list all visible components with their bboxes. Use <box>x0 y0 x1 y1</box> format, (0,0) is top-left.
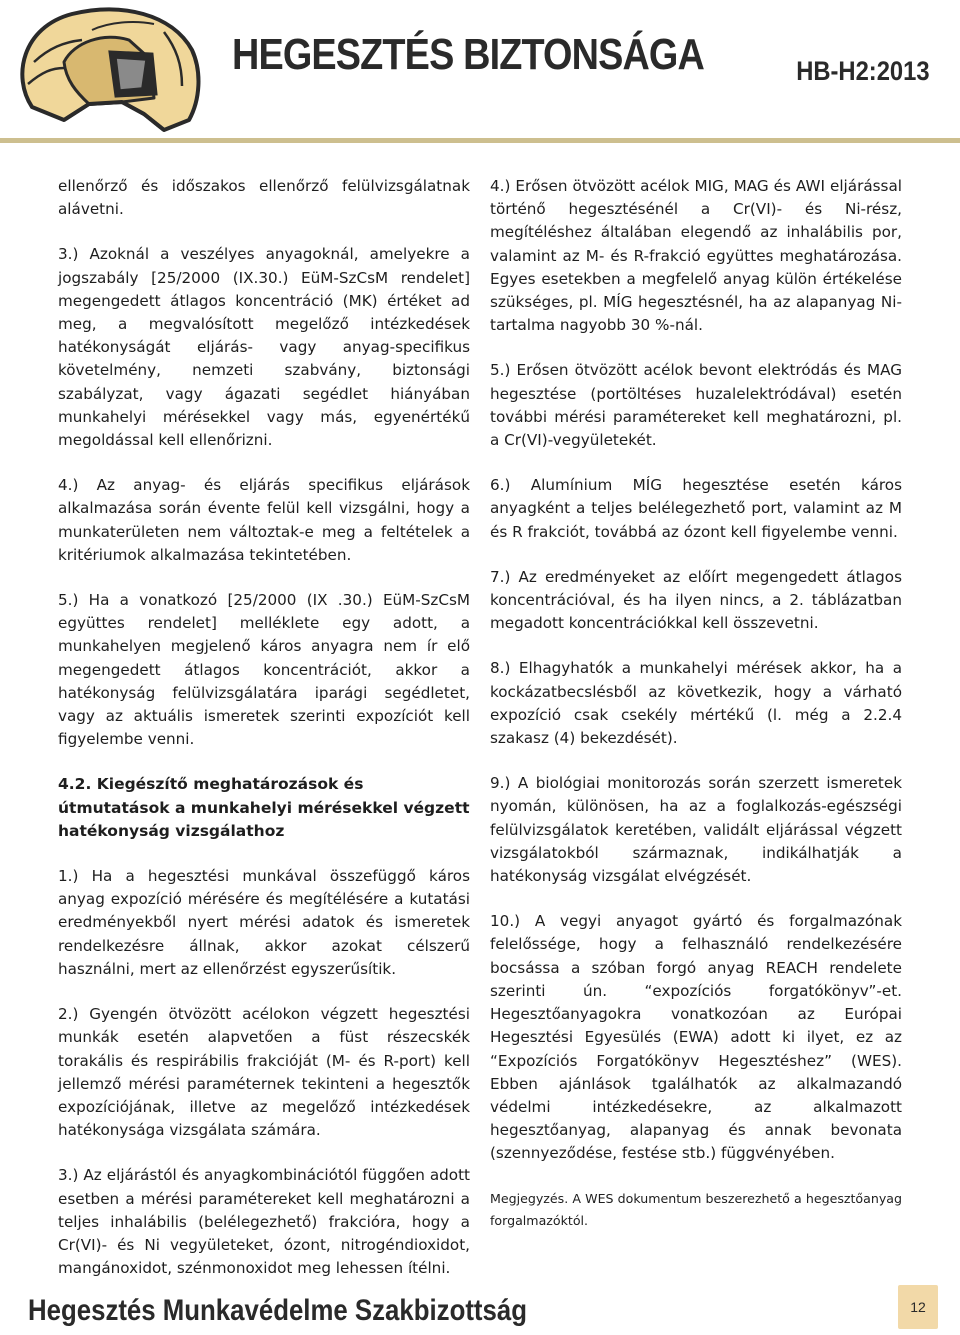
section-heading: 4.2. Kiegészítő meghatározások és útmutatások a munkahelyi mérésekkel végzett hatékonyság vizsgálathoz <box>58 775 470 840</box>
footer-organization: Hegesztés Munkavédelme Szakbizottság <box>28 1294 527 1327</box>
welding-helmet-icon <box>4 2 214 142</box>
paragraph: ellenőrző és időszakos ellenőrző felülvizsgálatnak alávetni. <box>58 177 470 219</box>
paragraph: 10.) A vegyi anyagot gyártó és forgalmazónak felelőssége, hogy a felhasználó rendelkezésére bocsássa a szóban forgó anyag REACH rendelete szerinti ún. “expozíciós forgatókönyv”-et. Hegesztőanyagokra vonatkozóan az Európai Hegesztési Egyesülés (EWA) adott ki ilyet, ez az “Expozíciós Forgatókönyv Hegesztéshez” (WES). Ebben ajánlások tgalálhatók az alkalmazandó védelmi intézkedésekre, az alkalmazott hegesztőanyag, alapanyag és annak bevonata (szennyeződése, festése stb.) függvényében. <box>490 912 902 1163</box>
paragraph: 9.) A biológiai monitorozás során szerzett ismeretek nyomán, különösen, ha az a foglalkozás-egészségi felülvizsgálatok keretében, validált eljárással végzett vizsgálatokból származnak, indikálhatják a hatékonyság vizsgálat elvégzését. <box>490 774 902 886</box>
paragraph: 4.) Az anyag- és eljárás specifikus eljárások alkalmazása során évente felül kell vizsgálni, hogy a munkaterületen nem változtak-e meg a feltételek a kritériumok alkalmazása tekintetében. <box>58 476 470 564</box>
paragraph: 6.) Alumínium MÍG hegesztése esetén káros anyagként a teljes belélegezhető port, valamint az M és R frakciót, továbbá az ózont kell figyelembe venni. <box>490 476 902 541</box>
page-number: 12 <box>898 1285 938 1329</box>
paragraph: 4.) Erősen ötvözött acélok MIG, MAG és AWI eljárással történő hegesztésénél a Cr(VI)- és Ni-rész, megítéléshez általában elegendő az inhalábilis por, valamint az M- és R-frakció együttes meghatározása. Egyes esetekben a megfelelő anyag külön értékelése szükséges, pl. MÍG hegesztésnél, ha az alapanyag Ni-tartalma nagyobb 30 %-nál. <box>490 177 902 335</box>
paragraph: 5.) Erősen ötvözött acélok bevont elektródás és MAG hegesztése (portöltéses huzalelektródával) esetén további mérési paramétereket kell meghatározni, pl. a Cr(VI)-vegyületekét. <box>490 361 902 450</box>
paragraph: 1.) Ha a hegesztési munkával összefüggő káros anyag expozíció mérésére és megítélésére a kutatási eredményekből nyert mérési adatok és ismeretek rendelkezésre állnak, akkor azokat célszerű használni, mert az ellenőrzést egyszerűsítik. <box>58 867 470 978</box>
left-column <box>58 175 470 1302</box>
page-title: HEGESZTÉS BIZTONSÁGA <box>232 30 704 79</box>
header-divider <box>0 138 960 143</box>
paragraph: 3.) Azoknál a veszélyes anyagoknál, amelyekre a jogszabály [25/2000 (IX.30.) EüM-SzCsM rendelet] megengedett átlagos koncentráció (MK) értéket ad meg, a megvalósított megelőző intézkedések hatékonyságát eljárás- vagy anyag-specifikus követelmény, nemzeti szabvány, biztonsági szabályzat, vagy ágazati segédlet hiányában munkahelyi mérésekkel vagy más, egyenértékű megoldással kell ellenőrizni. <box>58 245 470 450</box>
paragraph: 7.) Az eredményeket az előírt megengedett átlagos koncentrációval, és ha ilyen nincs, a 2. táblázatban megadott koncentrációkkal kell összevetni. <box>490 567 902 633</box>
paragraph: 8.) Elhagyhatók a munkahelyi mérések akkor, ha a kockázatbecslésből az következik, hogy a várható expozíció csak csekély mértékű (l. még a 2.2.4 szakasz (4) bekezdését). <box>490 659 902 748</box>
document-code: HB-H2:2013 <box>796 56 930 86</box>
right-column <box>490 175 902 1254</box>
note: Megjegyzés. A WES dokumentum beszerezhető a hegesztőanyag forgalmazóktól. <box>490 1190 902 1228</box>
paragraph: 5.) Ha a vonatkozó [25/2000 (IX .30.) EüM-SzCsM együttes rendelet] melléklete egy adott, a munkahelyen megjelenő káros anyagra nem ír elő megengedett átlagos koncentrációt, akkor a hatékonyság felülvizsgálatára iparági segédletet, vagy az aktuális ismeretek szerinti expozíciót kell figyelembe venni. <box>58 591 470 749</box>
paragraph: 3.) Az eljárástól és anyagkombinációtól függően adott esetben a mérési paramétereket kell meghatározni a teljes inhalábilis (belélegezhető) frakcióra, hogy a Cr(VI)- és Ni vegyületeket, ózont, nitrogéndioxidot, mangánoxidot, szénmonoxidot meg lehessen ítélni. <box>58 1166 470 1278</box>
paragraph: 2.) Gyengén ötvözött acélokon végzett hegesztési munkák esetén alapvetően a füst részecskék torakális és respirábilis frakcióját (M- és R-port) kell jellemző mérési paraméternek tekinteni a hegesztők expozíciójának, illetve az megelőző intézkedések hatékonysága vizsgálata számára. <box>58 1005 470 1140</box>
